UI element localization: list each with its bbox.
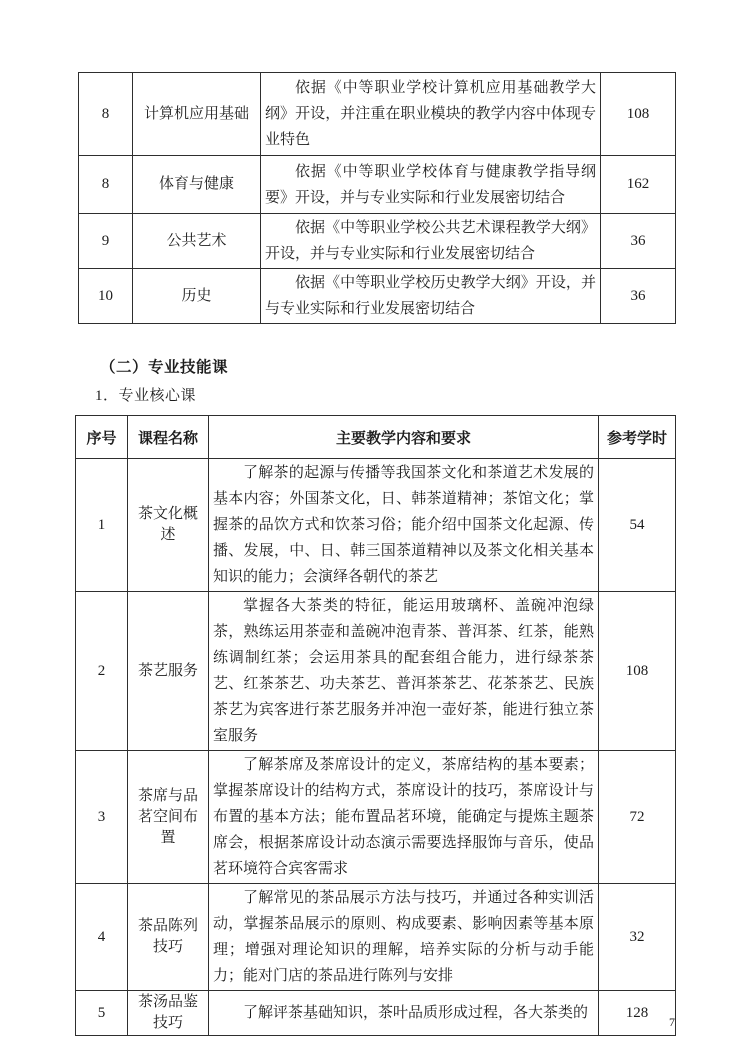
cell-course-name: 茶汤品鉴技巧	[128, 991, 209, 1036]
table-header-row	[76, 416, 676, 459]
cell-course-content	[209, 592, 599, 751]
course-content-text: 依据《中等职业学校公共艺术课程教学大纲》开设，并与专业实际和行业发展密切结合	[265, 220, 596, 262]
table-row	[76, 751, 676, 884]
cell-course-hours: 162	[601, 156, 676, 214]
course-content-text: 依据《中等职业学校体育与健康教学指导纲要》开设，并与专业实际和行业发展密切结合	[265, 163, 596, 206]
cell-course-hours: 128	[599, 991, 676, 1036]
section-heading: （二）专业技能课	[100, 359, 229, 376]
cell-course-content	[261, 73, 601, 156]
cell-course-content	[261, 269, 601, 324]
cell-course-content	[209, 751, 599, 884]
page-number: 7	[669, 1015, 675, 1029]
header-cell-name: 课程名称	[128, 416, 209, 459]
course-content-text: 依据《中等职业学校计算机应用基础教学大纲》开设，并注重在职业模块的教学内容中体现专业特色	[265, 80, 596, 148]
cell-course-no: 8	[79, 73, 133, 156]
cell-course-hours: 36	[601, 214, 676, 269]
cell-course-name: 计算机应用基础	[133, 73, 261, 156]
course-content-text: 了解常见的茶品展示方法与技巧，并通过各种实训活动，掌握茶品展示的原则、构成要素、影响因素等基本原理；增强对理论知识的理解，培养实际的分析与动手能力；能对门店的茶品进行陈列与安排	[213, 890, 594, 984]
cell-course-no: 10	[79, 269, 133, 324]
table-row	[79, 156, 676, 214]
course-content-text: 了解茶的起源与传播等我国茶文化和茶道艺术发展的基本内容；外国茶文化，日、韩茶道精神；茶馆文化；掌握茶的品饮方式和饮茶习俗；能介绍中国茶文化起源、传播、发展，中、日、韩三国茶道精神以及茶文化相关基本知识的能力；会演绎各朝代的茶艺	[213, 465, 594, 585]
header-cell-no: 序号	[76, 416, 128, 459]
cell-course-no: 9	[79, 214, 133, 269]
cell-course-no: 1	[76, 459, 128, 592]
cell-course-name: 历史	[133, 269, 261, 324]
cell-course-no: 5	[76, 991, 128, 1036]
cell-course-content	[209, 884, 599, 991]
cell-course-no: 3	[76, 751, 128, 884]
header-cell-hours: 参考学时	[599, 416, 676, 459]
cell-course-name: 茶文化概述	[128, 459, 209, 592]
table-row	[76, 459, 676, 592]
course-content-text: 了解评茶基础知识，茶叶品质形成过程，各大茶类的	[243, 1005, 589, 1021]
cell-course-no: 4	[76, 884, 128, 991]
subsection-heading: 1．专业核心课	[95, 388, 197, 404]
core-courses-table	[75, 415, 676, 1036]
cell-course-name: 茶品陈列技巧	[128, 884, 209, 991]
table-row	[76, 991, 676, 1036]
cell-course-name: 体育与健康	[133, 156, 261, 214]
cell-course-hours: 72	[599, 751, 676, 884]
cell-course-hours: 36	[601, 269, 676, 324]
cell-course-name: 茶席与品茗空间布置	[128, 751, 209, 884]
course-content-text: 掌握各大茶类的特征，能运用玻璃杯、盖碗冲泡绿茶，熟练运用茶壶和盖碗冲泡青茶、普洱茶、红茶，能熟练调制红茶；会运用茶具的配套组合能力，进行绿茶茶艺、红茶茶艺、功夫茶艺、普洱茶茶艺、花茶茶艺、民族茶艺为宾客进行茶艺服务并冲泡一壶好茶，能进行独立茶室服务	[213, 598, 594, 744]
cell-course-hours: 54	[599, 459, 676, 592]
cell-course-name: 茶艺服务	[128, 592, 209, 751]
cell-course-content	[209, 991, 599, 1036]
cell-course-hours: 108	[599, 592, 676, 751]
table-row	[79, 73, 676, 156]
public-courses-table	[78, 72, 676, 324]
cell-course-no: 8	[79, 156, 133, 214]
course-content-text: 依据《中等职业学校历史教学大纲》开设，并与专业实际和行业发展密切结合	[265, 275, 596, 317]
cell-course-name: 公共艺术	[133, 214, 261, 269]
cell-course-content	[209, 459, 599, 592]
table-row	[79, 269, 676, 324]
table-row	[76, 884, 676, 991]
cell-course-hours: 108	[601, 73, 676, 156]
course-content-text: 了解茶席及茶席设计的定义，茶席结构的基本要素；掌握茶席设计的结构方式，茶席设计的技巧，茶席设计与布置的基本方法；能布置品茗环境，能确定与提炼主题茶席会，根据茶席设计动态演示需要选择服饰与音乐，使品茗环境符合宾客需求	[213, 757, 594, 877]
table-row	[79, 214, 676, 269]
cell-course-hours: 32	[599, 884, 676, 991]
table-row	[76, 592, 676, 751]
cell-course-content	[261, 214, 601, 269]
cell-course-content	[261, 156, 601, 214]
cell-course-no: 2	[76, 592, 128, 751]
header-cell-content: 主要教学内容和要求	[209, 416, 599, 459]
